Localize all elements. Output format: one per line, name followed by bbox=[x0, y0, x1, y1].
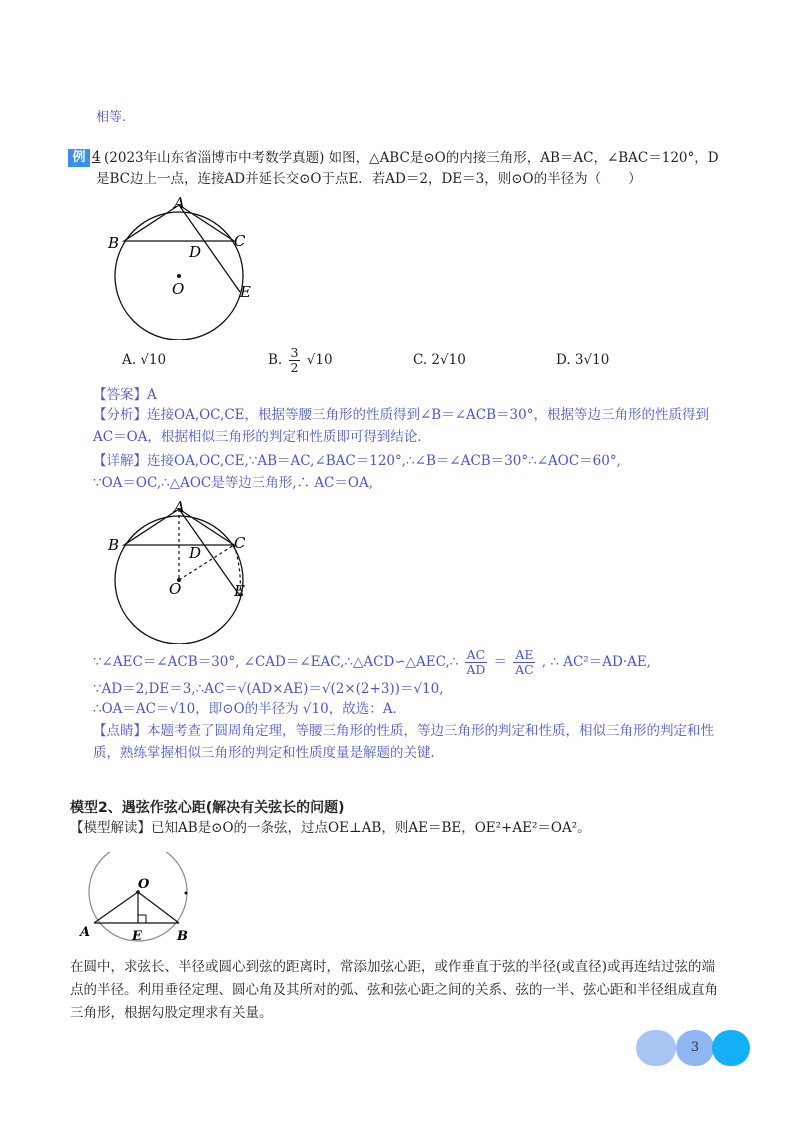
calc-line-1 bbox=[93, 648, 651, 677]
label-b-2: B bbox=[108, 536, 120, 554]
label-o-3: O bbox=[138, 877, 150, 892]
circle-dot bbox=[185, 892, 188, 895]
paragraph-line-3: 三角形，根据勾股定理求有关量。 bbox=[70, 1005, 273, 1021]
label-b-3: B bbox=[177, 929, 188, 944]
label-e-3: E bbox=[132, 929, 142, 944]
question-line-2: 是BC边上一点，连接AD并延长交⊙O于点E．若AD＝2，DE＝3，则⊙O的半径为（ ） bbox=[96, 171, 642, 187]
choice-b-fraction bbox=[289, 346, 301, 375]
radius-oa bbox=[94, 892, 138, 923]
calc-1-fraction-2 bbox=[513, 648, 535, 677]
figure-2-circle-diagram bbox=[100, 494, 270, 644]
point-line-1: 【点睛】本题考查了圆周角定理，等腰三角形的性质，等边三角形的判定和性质，相似三角形的判定和性 bbox=[93, 723, 714, 739]
page-number: 3 bbox=[690, 1040, 700, 1055]
label-a: A bbox=[174, 194, 185, 212]
label-o-2: O bbox=[169, 580, 182, 598]
calc-1-prefix: ∵∠AEC＝∠ACB＝30°, ∠CAD＝∠EAC,∴△ACD∽△AEC,∴ bbox=[93, 654, 459, 670]
paragraph-line-1: 在圆中，求弦长、半径或圆心到弦的距离时，常添加弦心距，或作垂直于弦的半径(或直径)或再连结过弦的端 bbox=[70, 959, 716, 975]
continuation-text: 相等. bbox=[96, 110, 127, 125]
choice-c: C. 2√10 bbox=[413, 352, 466, 368]
example-number: 4 bbox=[92, 149, 101, 165]
calc-1-fraction-1 bbox=[465, 648, 488, 677]
point-line-2: 质，熟练掌握相似三角形的判定和性质度量是解题的关键． bbox=[93, 745, 444, 761]
question-line-1: (2023年山东省淄博市中考数学真题) 如图，△ABC是⊙O的内接三角形，AB＝AC，∠BAC＝120°，D bbox=[104, 150, 719, 166]
right-angle-mark bbox=[138, 915, 146, 923]
calc-line-2: ∵AD＝2,DE＝3,∴AC＝√(AD×AE)＝√(2×(2+3))＝√10, bbox=[93, 681, 444, 697]
page-dot-right bbox=[712, 1030, 750, 1066]
label-c-2: C bbox=[234, 534, 246, 552]
label-e: E bbox=[240, 283, 251, 301]
calc-line-3: ∴OA＝AC＝√10，即⊙O的半径为 √10，故选：A． bbox=[93, 701, 406, 717]
calc-1-f2-num: AE bbox=[515, 647, 534, 662]
choice-b-prefix: B. bbox=[268, 352, 283, 368]
label-a-2: A bbox=[174, 498, 185, 516]
page-dot-left bbox=[636, 1030, 676, 1066]
choice-b-denominator: 2 bbox=[290, 360, 299, 375]
example-badge: 例 bbox=[68, 149, 90, 167]
label-c: C bbox=[234, 232, 246, 250]
calc-1-f1-num: AC bbox=[466, 647, 486, 662]
model-2-title: 模型2、遇弦作弦心距(解决有关弦长的问题) bbox=[70, 800, 345, 816]
analysis-line-1: 【分析】连接OA,OC,CE，根据等腰三角形的性质得到∠B＝∠ACB＝30°，根据等边三角形的性质得到 bbox=[93, 407, 709, 423]
label-o: O bbox=[172, 280, 185, 298]
choice-d: D. 3√10 bbox=[556, 352, 610, 368]
label-a-3: A bbox=[80, 925, 91, 940]
calc-1-equals: ＝ bbox=[493, 654, 508, 670]
answer-line: 【答案】A bbox=[93, 387, 157, 403]
paragraph-line-2: 点的半径。利用垂径定理、圆心角及其所对的弧、弦和弦心距之间的关系、弦的一半、弦心距和半径组成直角 bbox=[70, 982, 718, 998]
label-d: D bbox=[189, 243, 202, 261]
detail-line-2: ∵OA＝OC,∴△AOC是等边三角形,∴ AC＝OA, bbox=[93, 475, 373, 491]
detail-line-1: 【详解】连接OA,OC,CE,∵AB＝AC,∠BAC＝120°,∴∠B＝∠ACB＝30°∴∠AOC＝60°, bbox=[93, 453, 621, 469]
choice-b-numerator: 3 bbox=[290, 345, 299, 360]
label-d-2: D bbox=[189, 544, 202, 562]
figure-1-circle-diagram bbox=[100, 190, 270, 340]
choice-b-suffix: √10 bbox=[306, 352, 333, 368]
choice-a: A. √10 bbox=[122, 352, 167, 368]
choice-b bbox=[268, 346, 333, 375]
calc-1-suffix: , ∴ AC²＝AD·AE, bbox=[541, 654, 651, 670]
figure-3-chord-diagram bbox=[76, 852, 206, 952]
center-point bbox=[177, 274, 181, 278]
radius-ob bbox=[138, 892, 179, 923]
calc-1-f2-den: AC bbox=[515, 662, 534, 677]
calc-1-f1-den: AD bbox=[466, 662, 486, 677]
label-e-2: E bbox=[234, 582, 245, 600]
label-b: B bbox=[108, 234, 120, 252]
model-reading: 【模型解读】已知AB是⊙O的一条弦，过点OE⊥AB，则AE＝BE，OE²+AE²＝OA²。 bbox=[70, 820, 591, 836]
analysis-line-2: AC＝OA，根据相似三角形的判定和性质即可得到结论． bbox=[93, 429, 431, 445]
